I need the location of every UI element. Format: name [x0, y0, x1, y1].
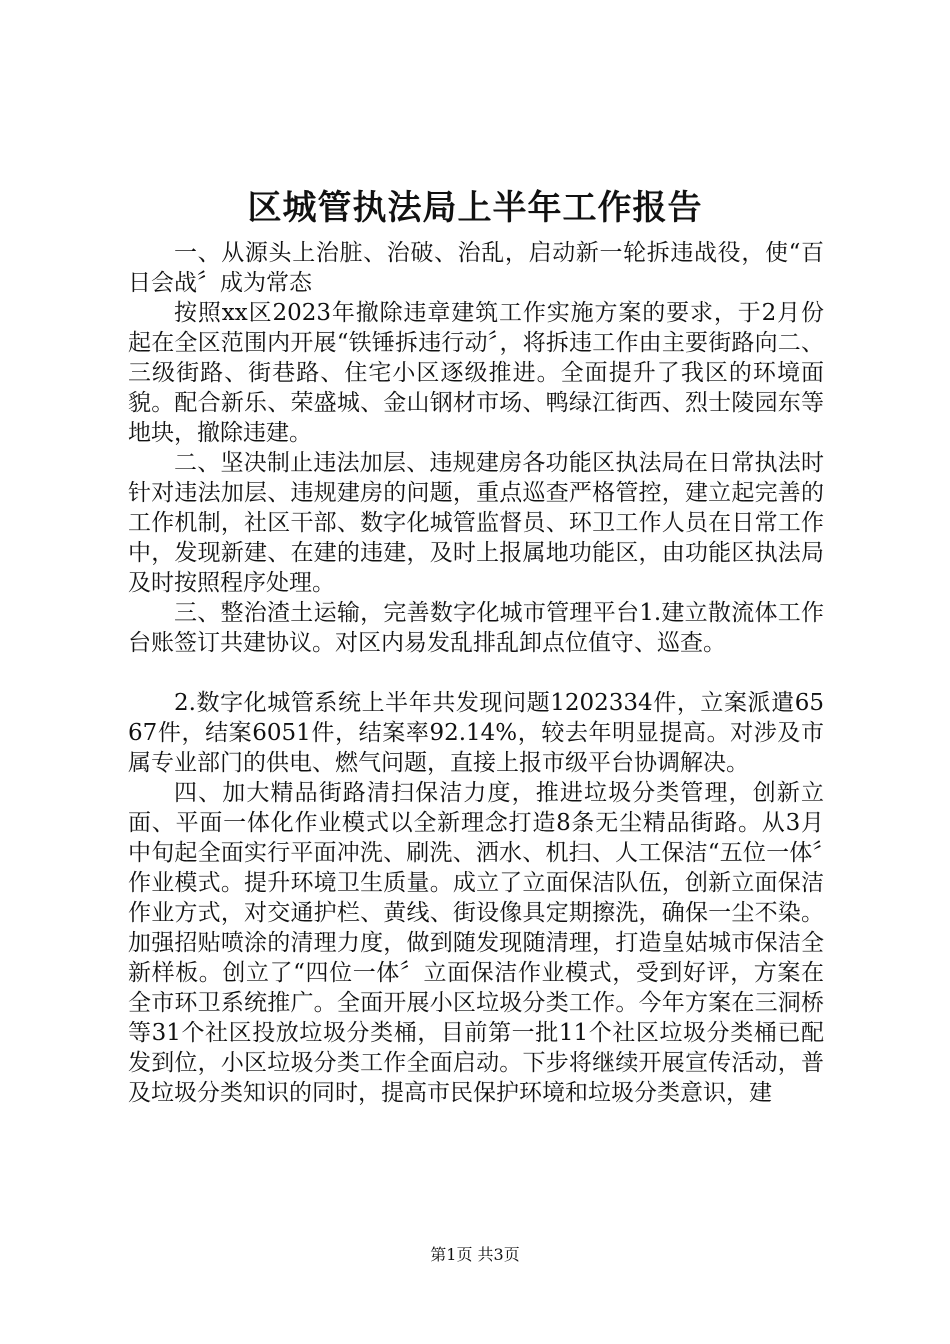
document-body	[128, 238, 824, 1108]
section-heading-2: 二、坚决制止违法加层、违规建房各功能区执法局在日常执法时针对违法加层、违规建房的问题，重点巡查严格管控，建立起完善的工作机制，社区干部、数字化城管监督员、环卫工作人员在日常工作中，发现新建、在建的违建，及时上报属地功能区，由功能区执法局及时按照程序处理。	[128, 450, 824, 596]
paragraph-demolition: 按照xx区2023年撤除违章建筑工作实施方案的要求，于2月份起在全区范围内开展“铁锤拆违行动〞，将拆违工作由主要街路向二、三级街路、街巷路、住宅小区逐级推进。全面提升了我区的环境面貌。配合新乐、荣盛城、金山钢材市场、鸭绿江街西、烈士陵园东等地块，撤除违建。	[128, 300, 824, 446]
section-heading-3: 三、整治渣土运输，完善数字化城市管理平台1.建立散流体工作台账签订共建协议。对区内易发乱排乱卸点位值守、巡查。	[128, 600, 824, 656]
page-footer: 第1页 共3页	[430, 1245, 520, 1264]
section-heading-1: 一、从源头上治脏、治破、治乱，启动新一轮拆违战役，使“百日会战〞成为常态	[128, 240, 824, 296]
document-title: 区城管执法局上半年工作报告	[247, 188, 703, 228]
section-heading-4: 四、加大精品街路清扫保洁力度，推进垃圾分类管理，创新立面、平面一体化作业模式以全新理念打造8条无尘精品街路。从3月中旬起全面实行平面冲洗、刷洗、洒水、机扫、人工保洁“五位一体〞作业模式。提升环境卫生质量。成立了立面保洁队伍，创新立面保洁作业方式，对交通护栏、黄线、街设像具定期擦洗，确保一尘不染。加强招贴喷涂的清理力度，做到随发现随清理，打造皇姑城市保洁全新样板。创立了“四位一体〞立面保洁作业模式，受到好评，方案在全市环卫系统推广。全面开展小区垃圾分类工作。今年方案在三洞桥等31个社区投放垃圾分类桶，目前第一批11个社区垃圾分类桶已配发到位，小区垃圾分类工作全面启动。下步将继续开展宣传活动，普及垃圾分类知识的同时，提高市民保护环境和垃圾分类意识，建	[128, 780, 824, 1106]
paragraph-digital-management: 2.数字化城管系统上半年共发现问题1202334件，立案派遣6567件，结案6051件，结案率92.14%，较去年明显提高。对涉及市属专业部门的供电、燃气问题，直接上报市级平台协调解决。	[128, 690, 824, 776]
